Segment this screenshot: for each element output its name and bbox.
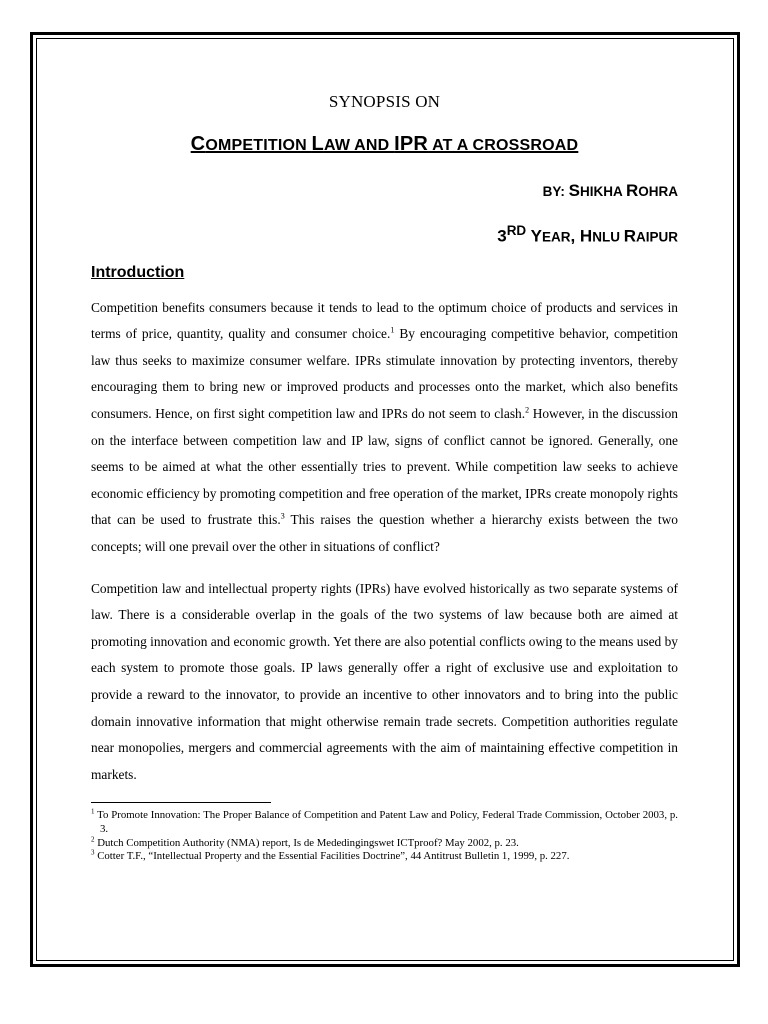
footnote-item: $^2$ Dutch Competition Authority (NMA) report, Is de Mededingingswet ICTproof? May 2002, p. 23. — [91, 834, 519, 849]
synopsis-label: SYNOPSIS ON — [328, 92, 441, 111]
footnote-ref: 3 — [280, 511, 285, 521]
footnote-ref: 1 — [390, 325, 395, 335]
paragraph-2: Competition law and intellectual property rights (IPRs) have evolved historically as two separate systems of law. There is a considerable overlap in the goals of the two systems of law because both are aimed at promoting innovation and economic growth. Yet there are also potential conflicts owing to the means used by each system to promote those goals. IP laws generally offer a right of exclusive use and exploitation to provide a reward to the innovator, to provide an incentive to other innovators and to bring into the public domain innovative information that might otherwise remain trade secrets. Competition authorities regulate near monopolies, mergers and commercial agreements with the aim of maintaining effective competition in markets. — [91, 580, 678, 782]
author-affiliation: 3RD YEAR, HNLU RAIPUR — [497, 223, 678, 246]
footnote-ref: 2 — [525, 405, 530, 415]
author-byline: BY: SHIKHA ROHRA — [542, 181, 678, 200]
document-page — [91, 92, 678, 864]
paragraph-1: Competition benefits consumers because it tends to lead to the optimum choice of products and services in terms of price, quantity, quality and consumer choice.$^1$ By encouraging competitive behavior, competition law thus seeks to maximize consumer welfare. IPRs stimulate innovation by protecting inventors, thereby encouraging them to bring new or improved products and processes onto the market, which also benefits consumers. Hence, on first sight competition law and IPRs do not seem to clash.$^2$ However, in the discussion on the interface between competition law and IP law, signs of conflict cannot be ignored. Generally, one seems to be aimed at what the other essentially tries to prevent. While competition law seeks to achieve economic efficiency by promoting competition and free operation of the market, IPRs create monopoly rights that can be used to frustrate this.$^3$ This raises the question whether a hierarchy exists between the two concepts; will one prevail over the other in situations of conflict? — [91, 299, 679, 554]
section-heading: Introduction — [91, 263, 185, 281]
document-title: COMPETITION LAW AND IPR AT A CROSSROAD — [190, 133, 579, 155]
footnote-divider — [91, 802, 271, 803]
footnotes — [91, 809, 678, 863]
footnote-item: $^1$ To Promote Innovation: The Proper Balance of Competition and Patent Law and Policy, Federal Trade Commission, October 2003, p. 3. — [91, 807, 678, 835]
footnote-item: $^3$ Cotter T.F., “Intellectual Property and the Essential Facilities Doctrine”, 44 Antitrust Bulletin 1, 1999, p. 227. — [91, 848, 570, 863]
